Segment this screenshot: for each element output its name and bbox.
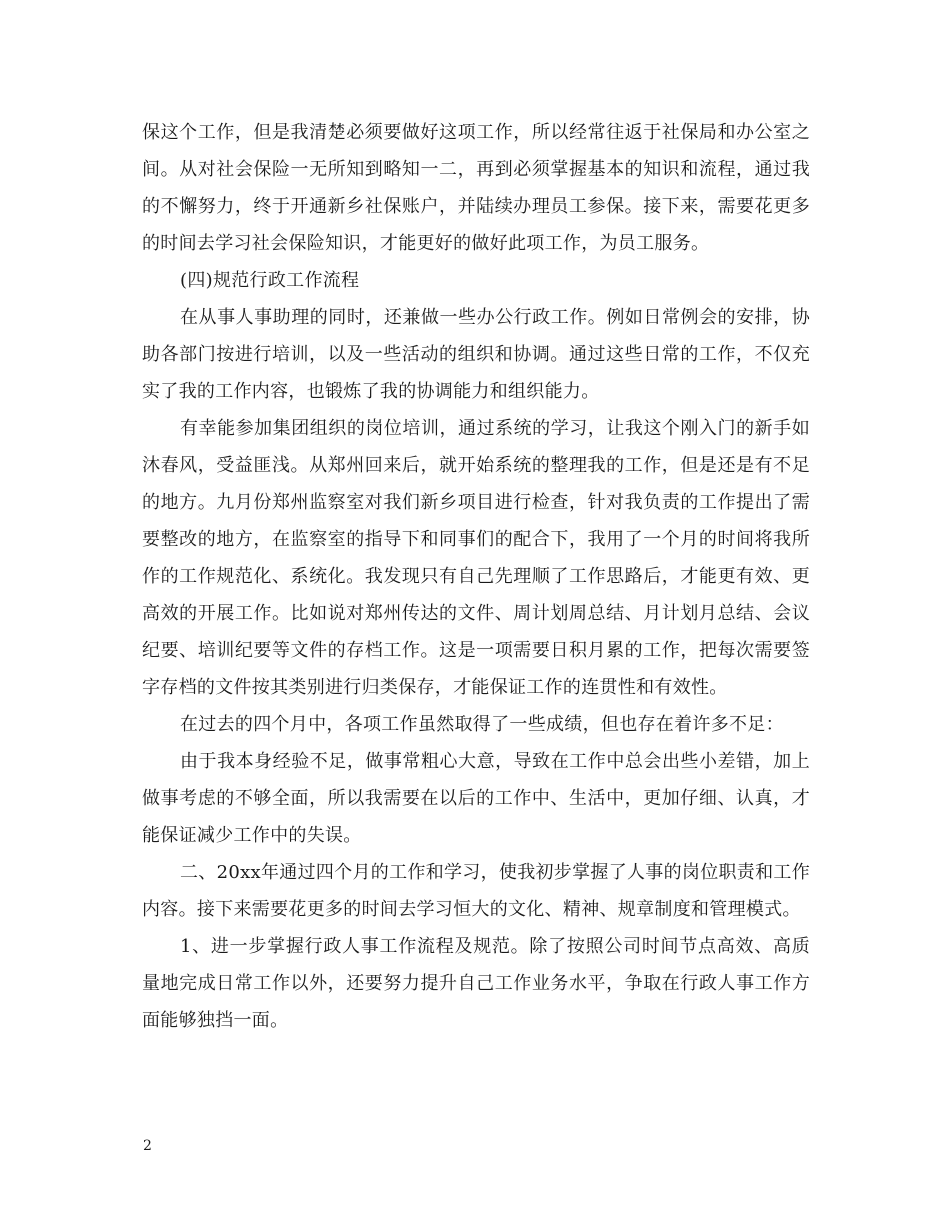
paragraph: 在过去的四个月中，各项工作虽然取得了一些成绩，但也存在着许多不足：	[180, 714, 784, 735]
paragraph: 二、20xx年通过四个月的工作和学习，使我初步掌握了人事的岗位职责和工作内容。接下来需要花更多的时间去学习恒大的文化、精神、规章制度和管理模式。	[142, 862, 811, 920]
document-body	[142, 114, 810, 1039]
paragraph: 1、进一步掌握行政人事工作流程及规范。除了按照公司时间节点高效、高质量地完成日常工作以外，还要努力提升自己工作业务水平，争取在行政人事工作方面能够独挡一面。	[142, 936, 810, 1031]
section-heading: (四)规范行政工作流程	[180, 270, 360, 291]
paragraph: 有幸能参加集团组织的岗位培训，通过系统的学习，让我这个刚入门的新手如沐春风，受益匪浅。从郑州回来后，就开始系统的整理我的工作，但是还是有不足的地方。九月份郑州监察室对我们新乡项目进行检查，针对我负责的工作提出了需要整改的地方，在监察室的指导下和同事们的配合下，我用了一个月的时间将我所作的工作规范化、系统化。我发现只有自己先理顺了工作思路后，才能更有效、更高效的开展工作。比如说对郑州传达的文件、周计划周总结、月计划月总结、会议纪要、培训纪要等文件的存档工作。这是一项需要日积月累的工作，把每次需要签字存档的文件按其类别进行归类保存，才能保证工作的连贯性和有效性。	[142, 418, 810, 698]
page-number: 2	[143, 1138, 152, 1154]
paragraph: 由于我本身经验不足，做事常粗心大意，导致在工作中总会出些小差错，加上做事考虑的不够全面，所以我需要在以后的工作中、生活中，更加仔细、认真，才能保证减少工作中的失误。	[142, 751, 810, 846]
paragraph: 在从事人事助理的同时，还兼做一些办公行政工作。例如日常例会的安排，协助各部门按进行培训，以及一些活动的组织和协调。通过这些日常的工作，不仅充实了我的工作内容，也锻炼了我的协调能力和组织能力。	[142, 307, 810, 402]
paragraph-continuation: 保这个工作，但是我清楚必须要做好这项工作，所以经常往返于社保局和办公室之间。从对社会保险一无所知到略知一二，再到必须掌握基本的知识和流程，通过我的不懈努力，终于开通新乡社保账户，并陆续办理员工参保。接下来，需要花更多的时间去学习社会保险知识，才能更好的做好此项工作，为员工服务。	[142, 122, 810, 254]
